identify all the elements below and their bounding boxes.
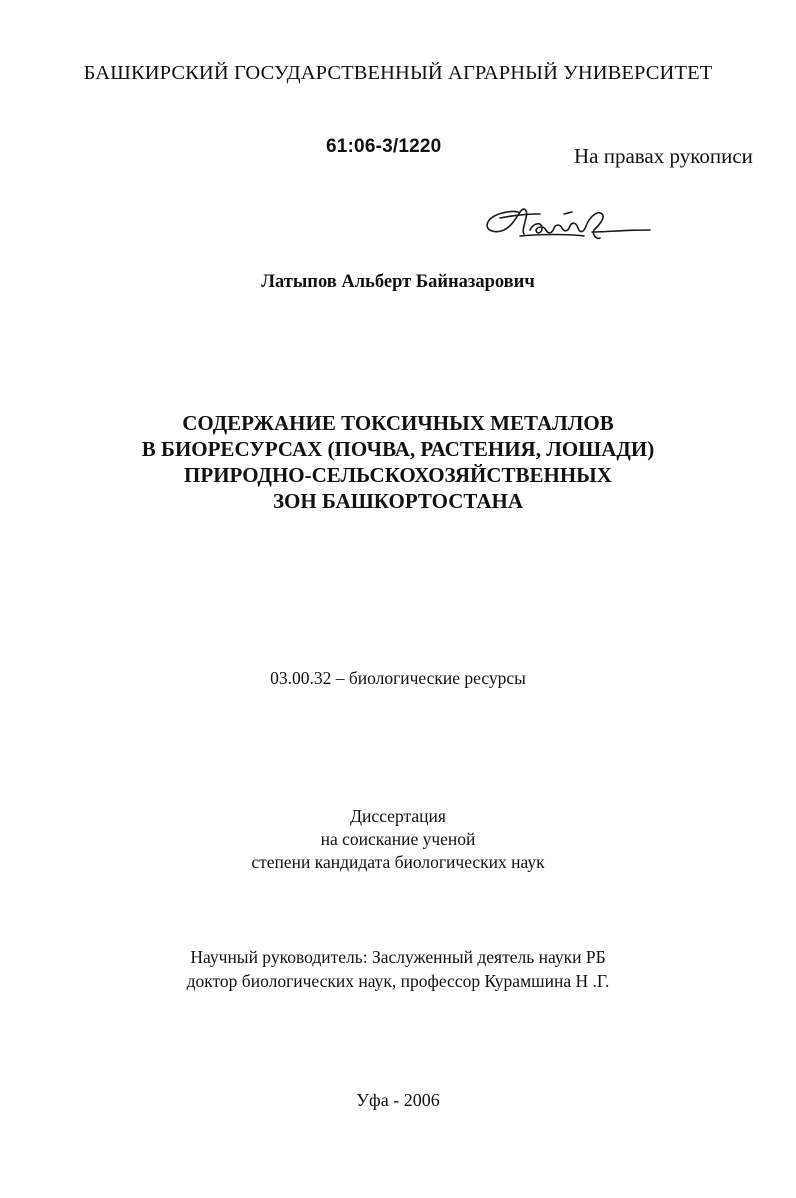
author-signature bbox=[480, 200, 660, 250]
city-year: Уфа - 2006 bbox=[356, 1090, 440, 1110]
dissertation-degree bbox=[0, 805, 796, 874]
rights-note: На правах рукописи bbox=[574, 144, 753, 168]
dissertation-title bbox=[0, 410, 796, 514]
catalog-code: 61:06-3/1220 bbox=[326, 136, 442, 157]
title-line: ЗОН БАШКОРТОСТАНА bbox=[272, 489, 524, 513]
degree-line: степени кандидата биологических наук bbox=[251, 852, 545, 872]
university-name: БАШКИРСКИЙ ГОСУДАРСТВЕННЫЙ АГРАРНЫЙ УНИВЕРСИТЕТ bbox=[83, 62, 713, 84]
title-line: ПРИРОДНО-СЕЛЬСКОХОЗЯЙСТВЕННЫХ bbox=[184, 463, 612, 487]
title-line: В БИОРЕСУРСАХ (ПОЧВА, РАСТЕНИЯ, ЛОШАДИ) bbox=[141, 437, 655, 461]
advisor-line: Научный руководитель: Заслуженный деятель науки РБ bbox=[190, 947, 606, 967]
title-line: СОДЕРЖАНИЕ ТОКСИЧНЫХ МЕТАЛЛОВ bbox=[182, 411, 614, 435]
specialty-code: 03.00.32 – биологические ресурсы bbox=[270, 668, 526, 688]
advisor-line: доктор биологических наук, профессор Курамшина Н .Г. bbox=[186, 971, 610, 991]
degree-line: на соискание ученой bbox=[320, 829, 476, 849]
degree-line: Диссертация bbox=[350, 806, 446, 826]
scientific-advisor bbox=[0, 945, 796, 993]
author-name: Латыпов Альберт Байназарович bbox=[261, 272, 535, 292]
